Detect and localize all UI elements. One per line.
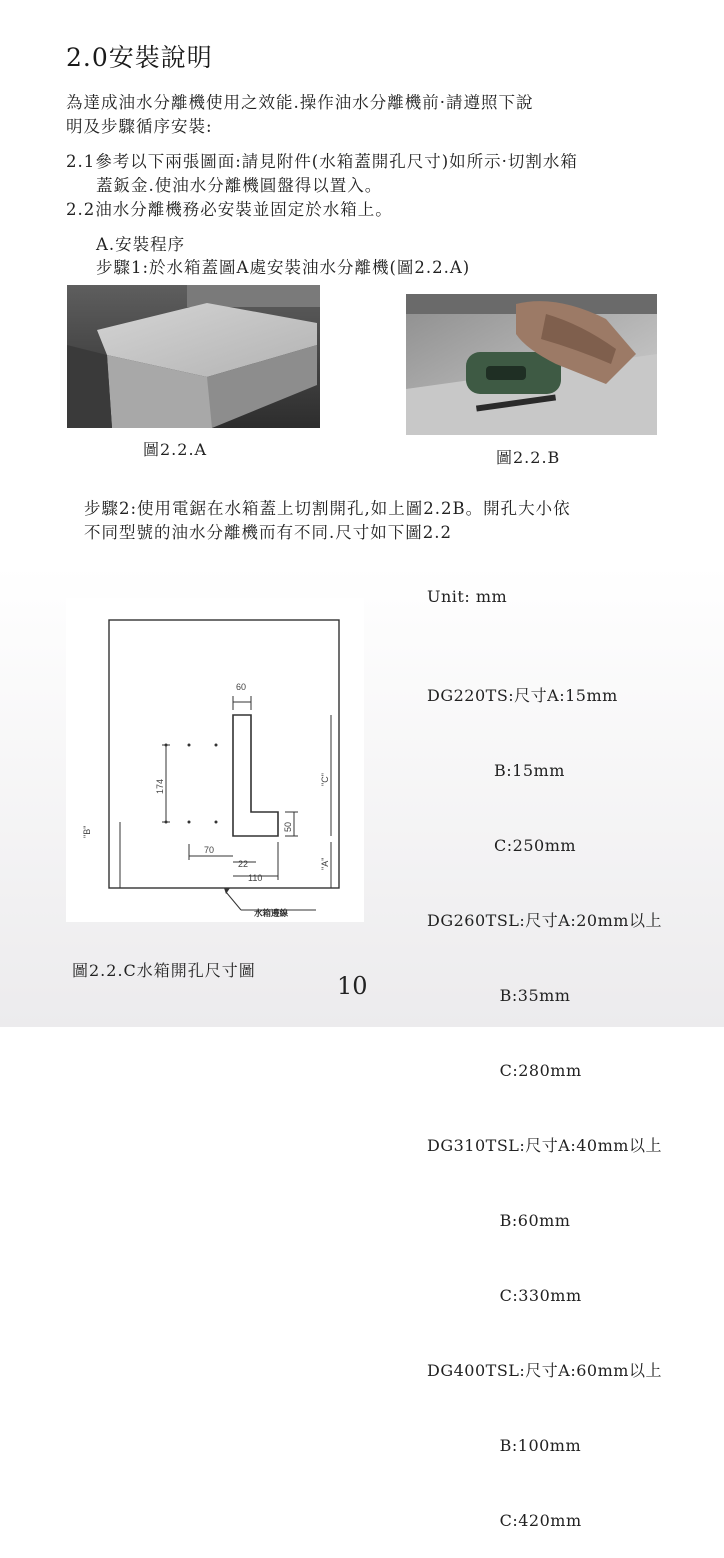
dim-b-label: "B"	[82, 825, 92, 838]
dim-50-label: 50	[283, 821, 293, 832]
intro-line-1: 為達成油水分離機使用之效能.操作油水分離機前·請遵照下說	[66, 93, 534, 112]
spec-row: C:420mm	[427, 1511, 582, 1530]
item-2-1: 2.1參考以下兩張圖面:請見附件(水箱蓋開孔尺寸)如所示·切割水箱	[66, 152, 578, 171]
unit-label: Unit: mm	[427, 587, 508, 606]
procedure-step-1: 步驟1:於水箱蓋圖A處安裝油水分離機(圖2.2.A)	[96, 258, 471, 277]
dim-70-label: 70	[204, 845, 215, 855]
spec-row: DG260TSL:尺寸A:20mm以上	[427, 911, 662, 930]
spec-row: B:60mm	[427, 1211, 571, 1230]
dim-22-label: 22	[238, 859, 249, 869]
intro-paragraph	[66, 91, 534, 139]
spec-row: C:330mm	[427, 1286, 582, 1305]
step-2-line-2: 不同型號的油水分離機而有不同.尺寸如下圖2.2	[84, 523, 452, 542]
figure-a-caption: 圖2.2.A	[143, 440, 208, 459]
dim-c-label: "C"	[320, 773, 330, 786]
tank-edge-label: 水箱邊線	[254, 908, 289, 918]
figure-b-caption: 圖2.2.B	[496, 448, 561, 467]
photo-jigsaw-cutting	[406, 294, 657, 435]
dim-110-label: 110	[248, 873, 263, 883]
instruction-list	[66, 150, 578, 222]
procedure-step-2	[84, 497, 571, 545]
step-2-line-1: 步驟2:使用電鋸在水箱蓋上切割開孔,如上圖2.2B。開孔大小依	[84, 499, 571, 518]
figure-c-caption: 圖2.2.C水箱開孔尺寸圖	[72, 961, 256, 980]
item-2-2: 2.2油水分離機務必安裝並固定於水箱上。	[66, 200, 393, 219]
page-number: 10	[337, 972, 368, 1000]
spec-row: DG400TSL:尺寸A:60mm以上	[427, 1361, 662, 1380]
spec-row: DG310TSL:尺寸A:40mm以上	[427, 1136, 662, 1155]
intro-line-2: 明及步驟循序安裝:	[66, 117, 213, 136]
dim-60-label: 60	[236, 682, 247, 692]
spec-row: C:250mm	[427, 836, 577, 855]
spec-row: C:280mm	[427, 1061, 582, 1080]
spec-row: B:35mm	[427, 986, 571, 1005]
dim-174-label: 174	[155, 778, 165, 794]
spec-row: B:15mm	[427, 761, 565, 780]
item-2-1-cont: 蓋鈑金.使油水分離機圓盤得以置入。	[96, 176, 383, 195]
spec-row: B:100mm	[427, 1436, 582, 1455]
page-title: 2.0安裝說明	[66, 43, 213, 72]
spec-row: DG220TS:尺寸A:15mm	[427, 686, 618, 705]
dim-a-label: "A"	[320, 857, 330, 870]
procedure-title: A.安裝程序	[96, 235, 186, 254]
model-spec-list	[427, 633, 662, 1558]
photo-tank-lid	[67, 285, 320, 428]
cutout-dimension-drawing	[66, 598, 364, 922]
